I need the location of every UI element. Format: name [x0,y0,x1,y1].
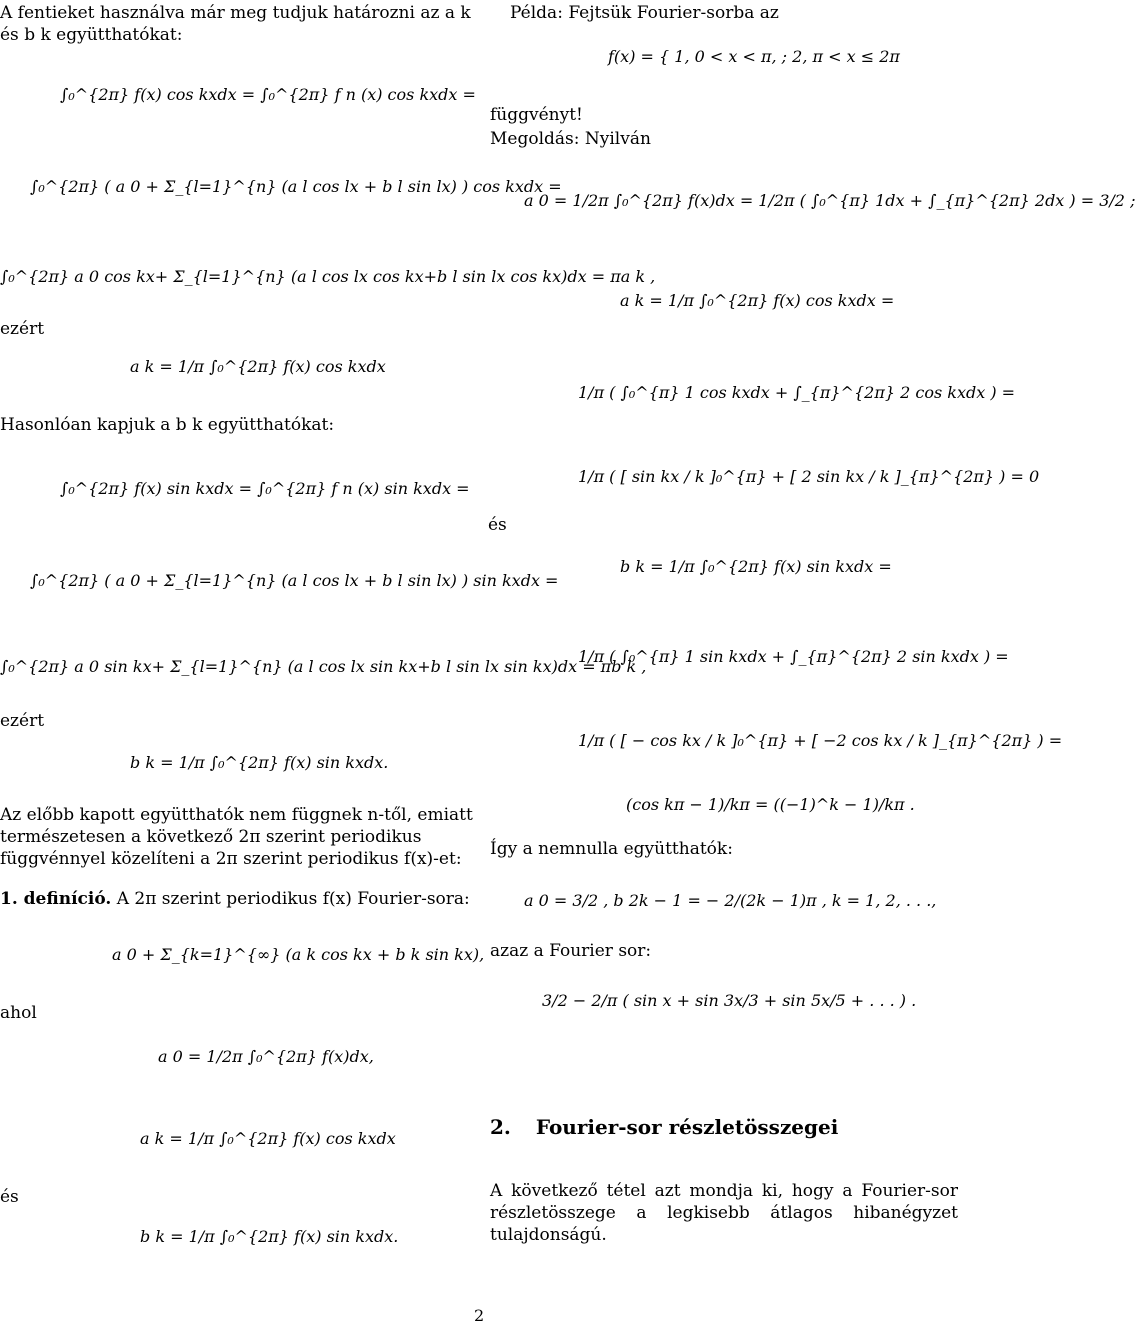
es-label-right: és [488,515,507,535]
fuggveny-text: függvényt! [490,105,583,125]
cos-integral-eq-1: ∫₀^{2π} f(x) cos kxdx = ∫₀^{2π} f n (x) cos kxdx = [60,85,476,104]
page-number: 2 [474,1306,485,1325]
ahol-label: ahol [0,1003,37,1023]
ezert-label-2: ezért [0,711,45,731]
cos-integral-eq-3: ∫₀^{2π} a 0 cos kx+ Σ_{l=1}^{n} (a l cos lx cos kx+b l sin lx cos kx)dx = πa k , [0,267,656,286]
bk-calculation-3: 1/π ( [ − cos kx / k ]₀^{π} + [ −2 cos kx / k ]_{π}^{2π} ) = [578,731,1063,750]
azaz-text: azaz a Fourier sor: [490,941,652,961]
definition-text: A 2π szerint periodikus f(x) Fourier-sora: [116,889,470,909]
ezert-label-1: ezért [0,319,45,339]
paragraph-text: Az előbb kapott együtthatók nem függnek n-től, emiatt természetesen a következő 2π szerint periodikus függvénnyel közelíteni a 2π szerint periodikus f(x)-et: [0,805,473,869]
cos-integral-eq-2: ∫₀^{2π} ( a 0 + Σ_{l=1}^{n} (a l cos lx + b l sin lx) ) cos kxdx = [30,177,562,196]
section-number: 2. [490,1115,511,1139]
bk-calculation-4: (cos kπ − 1)/kπ = ((−1)^k − 1)/kπ . [626,795,915,814]
section-title: Fourier-sor részletösszegei [535,1115,839,1139]
example-text: Példa: Fejtsük Fourier-sorba az [510,3,779,23]
megoldas-text: Megoldás: Nyilván [490,129,651,149]
a0-definition: a 0 = 1/2π ∫₀^{2π} f(x)dx, [158,1047,374,1066]
sin-integral-eq-3: ∫₀^{2π} a 0 sin kx+ Σ_{l=1}^{n} (a l cos lx sin kx+b l sin lx sin kx)dx = πb k , [0,657,647,676]
ak-calculation-2: 1/π ( ∫₀^{π} 1 cos kxdx + ∫_{π}^{2π} 2 cos kxdx ) = [578,383,1016,402]
bk-calculation-1: b k = 1/π ∫₀^{2π} f(x) sin kxdx = [620,557,892,576]
hasonloan-text: Hasonlóan kapjuk a b k együtthatókat: [0,415,335,435]
a0-calculation: a 0 = 1/2π ∫₀^{2π} f(x)dx = 1/2π ( ∫₀^{π} 1dx + ∫_{π}^{2π} 2dx ) = 3/2 ; [524,191,1135,210]
igy-text: Így a nemnulla együtthatók: [490,839,733,859]
bk-formula: b k = 1/π ∫₀^{2π} f(x) sin kxdx. [130,753,389,772]
sin-integral-eq-1: ∫₀^{2π} f(x) sin kxdx = ∫₀^{2π} f n (x) sin kxdx = [60,479,470,498]
section-text: A következő tétel azt mondja ki, hogy a Fourier-sor részletösszege a legkisebb átlagos hibanégyzet tulajdonságú. [490,1181,958,1245]
piecewise-function: f(x) = { 1, 0 < x < π, ; 2, π < x ≤ 2π [608,47,900,66]
nonzero-coefficients: a 0 = 3/2 , b 2k − 1 = − 2/(2k − 1)π , k = 1, 2, . . ., [524,891,937,910]
definition-line [0,888,470,910]
section-heading [490,1116,838,1138]
es-label-left: és [0,1187,19,1207]
fourier-series-result: 3/2 − 2/π ( sin x + sin 3x/3 + sin 5x/5 + . . . ) . [542,991,917,1010]
ak-definition: a k = 1/π ∫₀^{2π} f(x) cos kxdx [140,1129,396,1148]
ak-formula: a k = 1/π ∫₀^{2π} f(x) cos kxdx [130,357,386,376]
bk-definition: b k = 1/π ∫₀^{2π} f(x) sin kxdx. [140,1227,399,1246]
ak-calculation-1: a k = 1/π ∫₀^{2π} f(x) cos kxdx = [620,291,895,310]
bk-calculation-2: 1/π ( ∫₀^{π} 1 sin kxdx + ∫_{π}^{2π} 2 sin kxdx ) = [578,647,1009,666]
sin-integral-eq-2: ∫₀^{2π} ( a 0 + Σ_{l=1}^{n} (a l cos lx + b l sin lx) ) sin kxdx = [30,571,559,590]
fourier-series-def: a 0 + Σ_{k=1}^{∞} (a k cos kx + b k sin kx), [112,945,485,964]
intro-text: A fentieket használva már meg tudjuk határozni az a k és b k együtthatókat: [0,3,471,45]
ak-calculation-3: 1/π ( [ sin kx / k ]₀^{π} + [ 2 sin kx / k ]_{π}^{2π} ) = 0 [578,467,1040,486]
definition-label: 1. definíció. [0,889,112,909]
